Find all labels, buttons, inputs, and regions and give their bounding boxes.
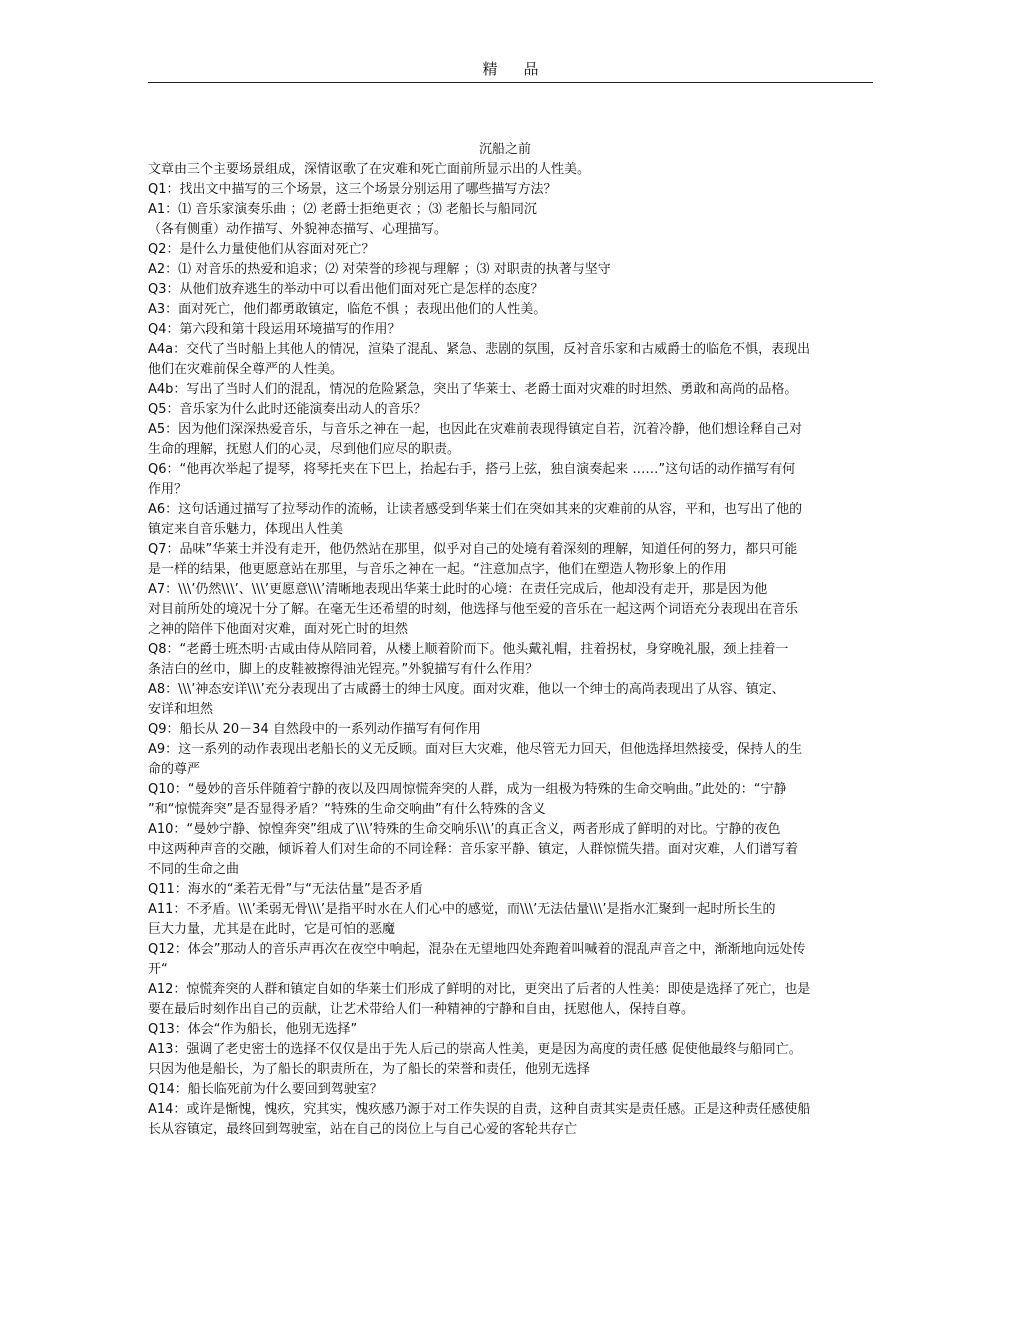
text-line: Q2：是什么力量使他们从容面对死亡？: [148, 242, 375, 257]
document-title: 沉船之前: [478, 142, 531, 157]
text-line: 是一样的结果，他更愿意站在那里，与音乐之神在一起。“注意加点字，他们在塑造人物形象上的作用: [148, 562, 727, 577]
text-line: 只因为他是船长，为了船长的职责所在，为了船长的荣誉和责任，他别无选择: [148, 1062, 591, 1077]
document-body: [148, 140, 862, 1140]
text-line: A14：或许是惭愧，愧疚，究其实，愧疚感乃源于对工作失误的自责，这种自责其实是责任感。正是这种责任感使船: [148, 1102, 811, 1117]
text-line: 生命的理解，抚慰人们的心灵，尽到他们应尽的职责。: [148, 442, 461, 457]
text-line: Q1：找出文中描写的三个场景，这三个场景分别运用了哪些描写方法？: [148, 182, 557, 197]
text-line: A2：⑴ 对音乐的热爱和追求；⑵ 对荣誉的珍视与理解 ；⑶ 对职责的执著与坚守: [148, 262, 611, 277]
text-line: 不同的生命之曲: [148, 862, 240, 877]
text-line: 文章由三个主要场景组成，深情讴歌了在灾难和死亡面前所显示出的人性美。: [148, 162, 591, 177]
text-line: Q13：体会“作为船长，他别无选择”: [148, 1022, 358, 1037]
text-line: 安详和坦然: [148, 702, 214, 717]
text-line: 命的尊严: [148, 762, 201, 777]
text-line: 他们在灾难前保全尊严的人性美。: [148, 362, 344, 377]
text-line: 巨大力量，尤其是在此时，它是可怕的恶魔: [148, 922, 396, 937]
text-line: 长从容镇定，最终回到驾驶室，站在自己的岗位上与自己心爱的客轮共存亡: [148, 1122, 578, 1137]
text-line: A3：面对死亡，他们都勇敢镇定，临危不惧 ；表现出他们的人性美。: [148, 302, 547, 317]
text-line: 对目前所处的境况十分了解。在毫无生还希望的时刻，他选择与他至爱的音乐在一起这两个词语充分表现出在音乐: [148, 602, 799, 617]
text-line: A4b：写出了当时人们的混乱，情况的危险紧急，突出了华莱士、老爵士面对灾难的时坦然、勇敢和高尚的品格。: [148, 382, 798, 397]
text-line: 作用？: [148, 482, 188, 497]
text-line: 中这两种声音的交融，倾诉着人们对生命的不同诠释：音乐家平静、镇定，人群惊慌失措。面对灾难，人们谱写着: [148, 842, 799, 857]
text-line: A12：惊慌奔突的人群和镇定自如的华莱士们形成了鲜明的对比，更突出了后者的人性美：即使是选择了死亡，也是: [148, 982, 811, 997]
text-line: （各有侧重）动作描写、外貌神态描写、心理描写。: [148, 222, 448, 237]
text-line: Q7：品味”华莱士并没有走开，他仍然站在那里，似乎对自己的处境有着深刻的理解，知道任何的努力，都只可能: [148, 542, 798, 557]
text-line: A6：这句话通过描写了拉琴动作的流畅，让读者感受到华莱士们在突如其来的灾难前的从容，平和，也写出了他的: [148, 502, 803, 517]
text-line: A1：⑴ 音乐家演奏乐曲 ；⑵ 老爵士拒绝更衣 ；⑶ 老船长与船同沉: [148, 202, 537, 217]
text-line: 要在最后时刻作出自己的贡献，让艺术带给人们一种精神的宁静和自由，抚慰他人，保持自尊。: [148, 1002, 695, 1017]
text-line: ”和“惊慌奔突”是否显得矛盾？“特殊的生命交响曲”有什么特殊的含义: [148, 802, 546, 817]
text-line: A8：\\\’神态安详\\\’充分表现出了古咸爵士的绅士风度。面对灾难，他以一个绅士的高尚表现出了从容、镇定、: [148, 682, 785, 697]
text-line: A10：“曼妙宁静、惊惶奔突”组成了\\\’特殊的生命交响乐\\\’的真正含义，两者形成了鲜明的对比。宁静的夜色: [148, 822, 781, 837]
text-line: Q14：船长临死前为什么要回到驾驶室？: [148, 1082, 383, 1097]
text-line: Q6：“他再次举起了提琴，将琴托夹在下巴上，抬起右手，搭弓上弦，独自演奏起来 ……”这句话的动作描写有何: [148, 462, 796, 477]
text-line: Q5：音乐家为什么此时还能演奏出动人的音乐？: [148, 402, 427, 417]
text-line: Q10：“曼妙的音乐伴随着宁静的夜以及四周惊慌奔突的人群，成为一组极为特殊的生命交响曲。”此处的：“宁静: [148, 782, 787, 797]
header-title: 精品: [482, 60, 565, 78]
text-line: 开“: [148, 962, 168, 977]
text-line: A4a：交代了当时船上其他人的情况，渲染了混乱、紧急、悲剧的氛围，反衬音乐家和古威爵士的临危不惧，表现出: [148, 342, 811, 357]
text-line: A11：不矛盾。\\\’柔弱无骨\\\’是指平时水在人们心中的感觉，而\\\’无法估量\\\’是指水汇聚到一起时所长生的: [148, 902, 776, 917]
text-line: A9：这一系列的动作表现出老船长的义无反顾。面对巨大灾难，他尽管无力回天，但他选择坦然接受，保持人的生: [148, 742, 803, 757]
text-line: A5：因为他们深深热爱音乐，与音乐之神在一起，也因此在灾难前表现得镇定自若，沉着冷静，他们想诠释自己对: [148, 422, 803, 437]
page-header: [148, 58, 873, 83]
text-line: 镇定来自音乐魅力，体现出人性美: [148, 522, 344, 537]
text-line: 之神的陪伴下他面对灾难，面对死亡时的坦然: [148, 622, 409, 637]
text-line: A7：\\\’仍然\\\’、\\\’更愿意\\\’清晰地表现出华莱士此时的心境：在责任完成后，他却没有走开，那是因为他: [148, 582, 768, 597]
text-line: A13：强调了老史密士的选择不仅仅是出于先人后己的崇高人性美，更是因为高度的责任感 促使他最终与船同亡。: [148, 1042, 802, 1057]
text-line: Q8：“老爵士班杰明·古咸由侍从陪同着，从楼上顺着阶而下。他头戴礼帽，拄着拐杖，身穿晚礼服，颈上挂着一: [148, 642, 789, 657]
text-line: Q3：从他们放弃逃生的举动中可以看出他们面对死亡是怎样的态度？: [148, 282, 544, 297]
text-line: Q4：第六段和第十段运用环境描写的作用？: [148, 322, 401, 337]
text-line: 条洁白的丝巾，脚上的皮鞋被擦得油光锃亮。”外貌描写有什么作用？: [148, 662, 539, 677]
text-line: Q12：体会”那动人的音乐声再次在夜空中响起，混杂在无望地四处奔跑着叫喊着的混乱声音之中，渐渐地向远处传: [148, 942, 806, 957]
text-line: Q9：船长从 20－34 自然段中的一系列动作描写有何作用: [148, 722, 481, 737]
text-line: Q11：海水的“柔若无骨”与“无法估量”是否矛盾: [148, 882, 423, 897]
